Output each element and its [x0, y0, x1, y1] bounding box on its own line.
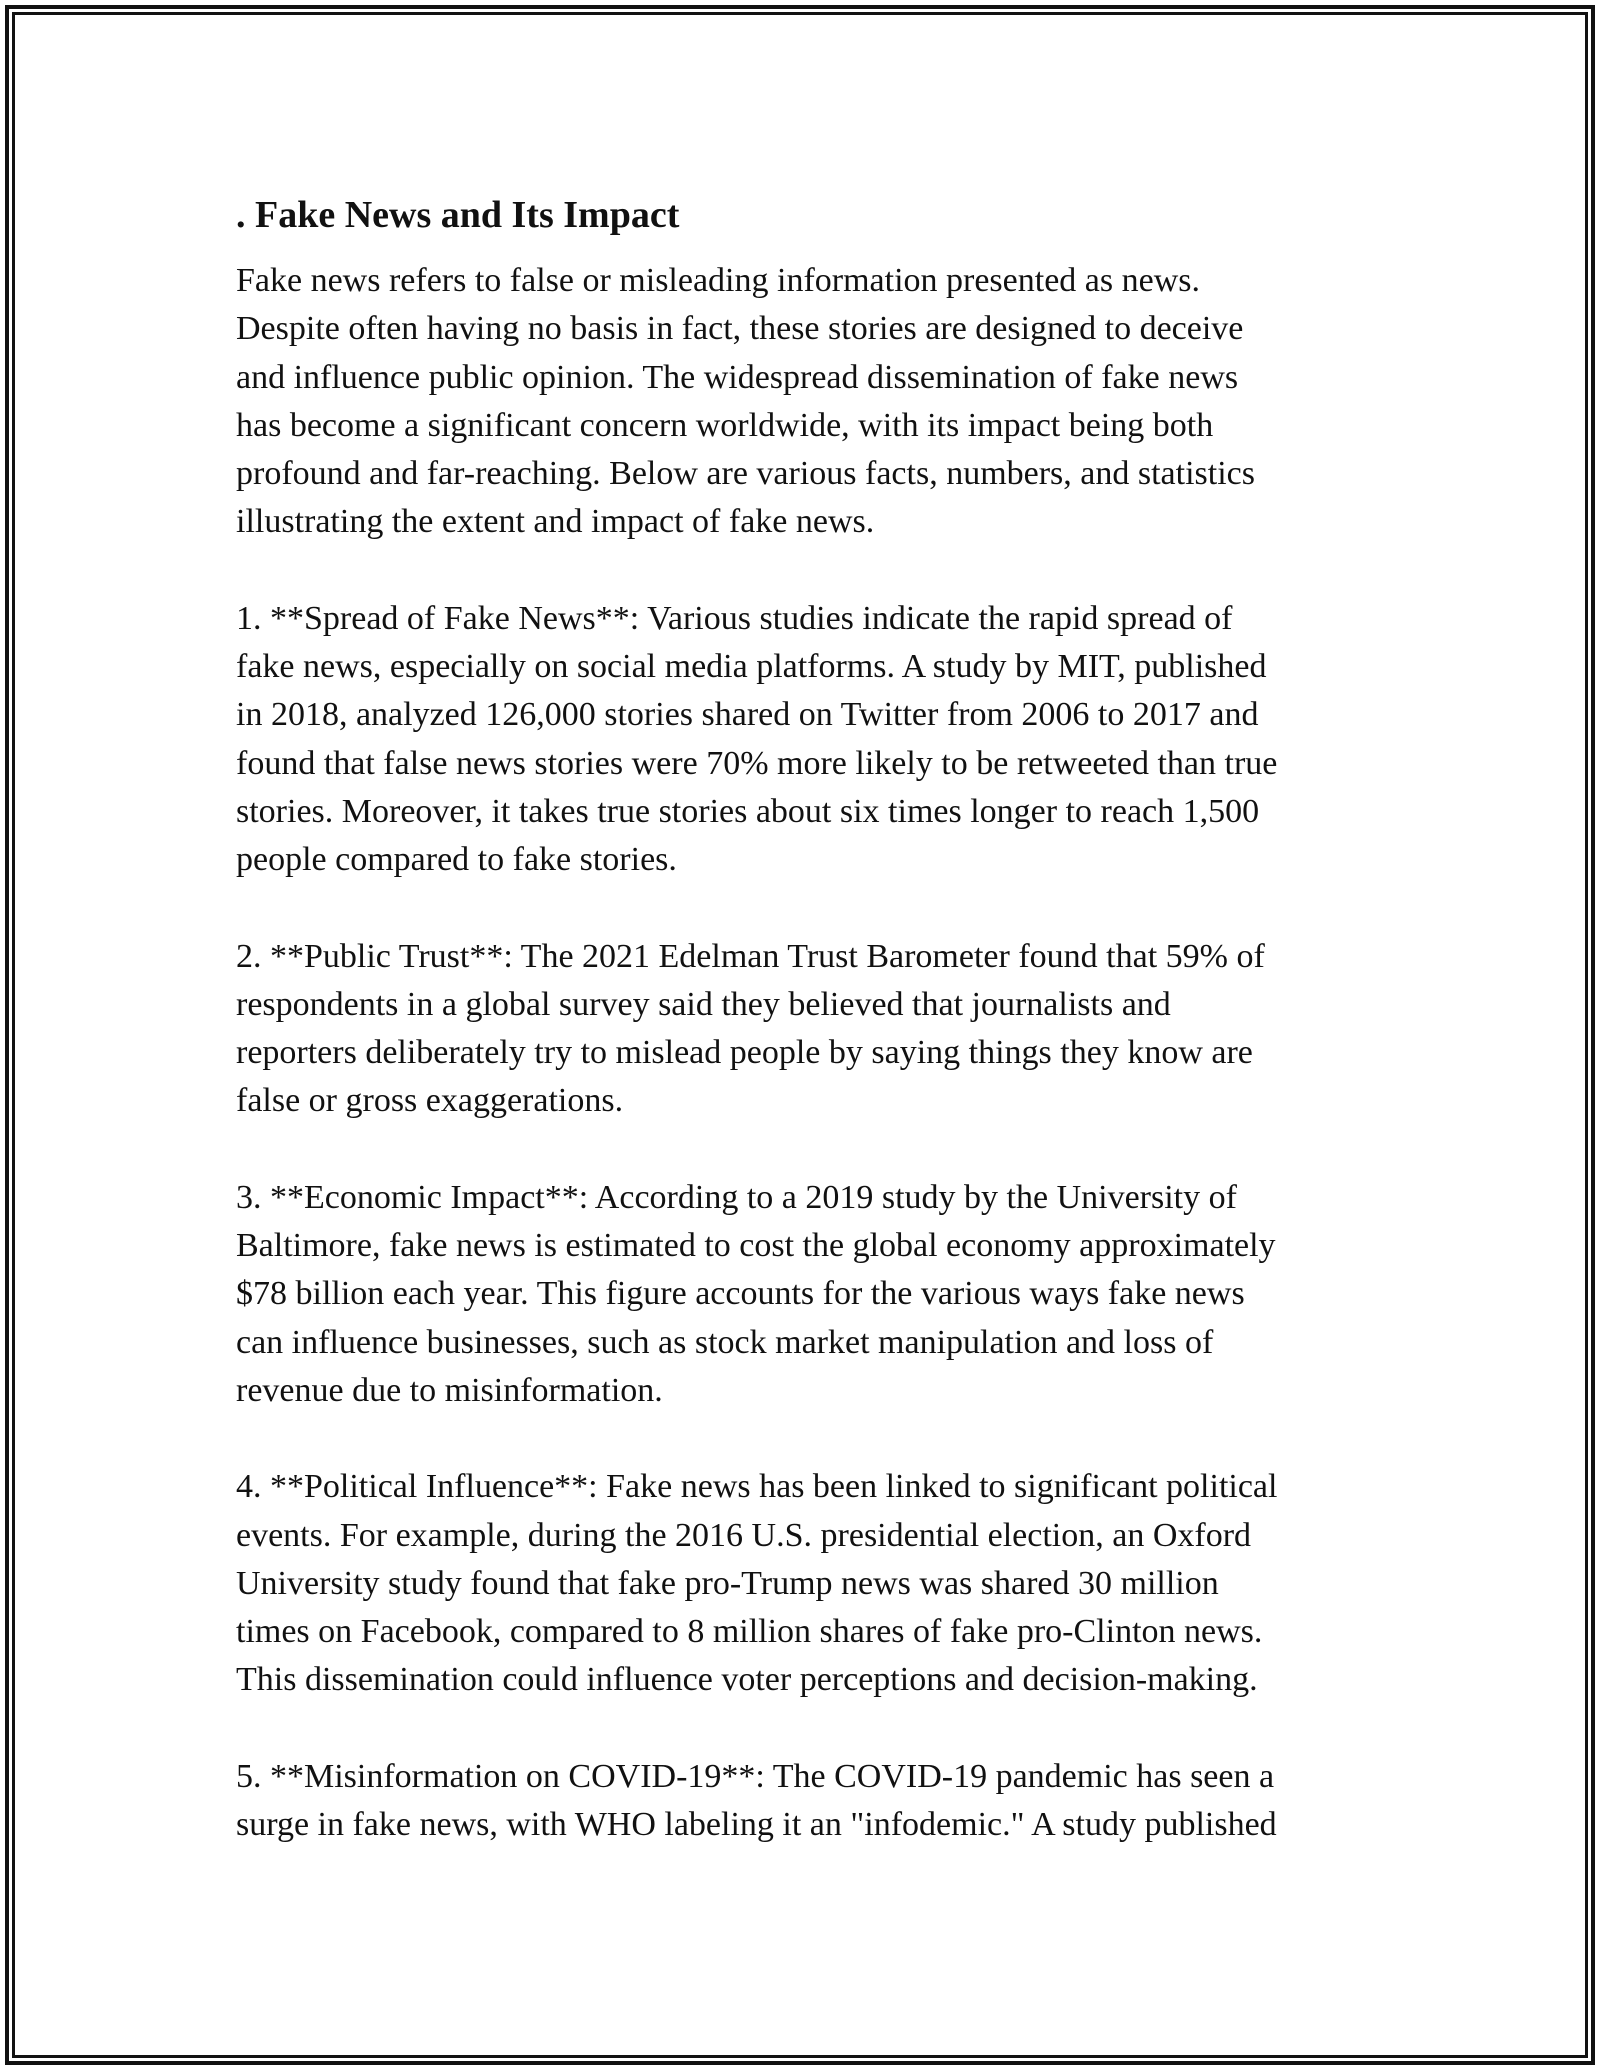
- intro-paragraph: Fake news refers to false or misleading information presented as news. Despite often having no basis in fact, these stories are designed to deceive and influence public opinion. The widespread dissemination of fake news has become a significant concern worldwide, with its impact being both profound and far-reaching. Below are various facts, numbers, and statistics illustrating the extent and impact of fake news.: [236, 262, 1255, 541]
- point-public-trust: 2. **Public Trust**: The 2021 Edelman Trust Barometer found that 59% of respondents in a global survey said they believed that journalists and reporters deliberately try to mislead people by saying things they know are false or gross exaggerations.: [236, 937, 1265, 1120]
- document-title: . Fake News and Its Impact: [236, 194, 680, 236]
- point-economic-impact: 3. **Economic Impact**: According to a 2019 study by the University of Baltimore, fake news is estimated to cost the global economy approximately $78 billion each year. This figure accounts for the various ways fake news can influence businesses, such as stock market manipulation and loss of revenue due to misinformation.: [236, 1178, 1276, 1409]
- point-covid-misinformation: 5. **Misinformation on COVID-19**: The COVID-19 pandemic has seen a surge in fake news, with WHO labeling it an "infodemic." A study published: [236, 1757, 1277, 1844]
- document-body: [236, 185, 1396, 1849]
- point-spread-of-fake-news: 1. **Spread of Fake News**: Various studies indicate the rapid spread of fake news, especially on social media platforms. A study by MIT, published in 2018, analyzed 126,000 stories shared on Twitter from 2006 to 2017 and found that false news stories were 70% more likely to be retweeted than true stories. Moreover, it takes true stories about six times longer to reach 1,500 people compared to fake stories.: [236, 599, 1278, 879]
- point-political-influence: 4. **Political Influence**: Fake news has been linked to significant political events. For example, during the 2016 U.S. presidential election, an Oxford University study found that fake pro-Trump news was shared 30 million times on Facebook, compared to 8 million shares of fake pro-Clinton news. This dissemination could influence voter perceptions and decision-making.: [236, 1468, 1278, 1699]
